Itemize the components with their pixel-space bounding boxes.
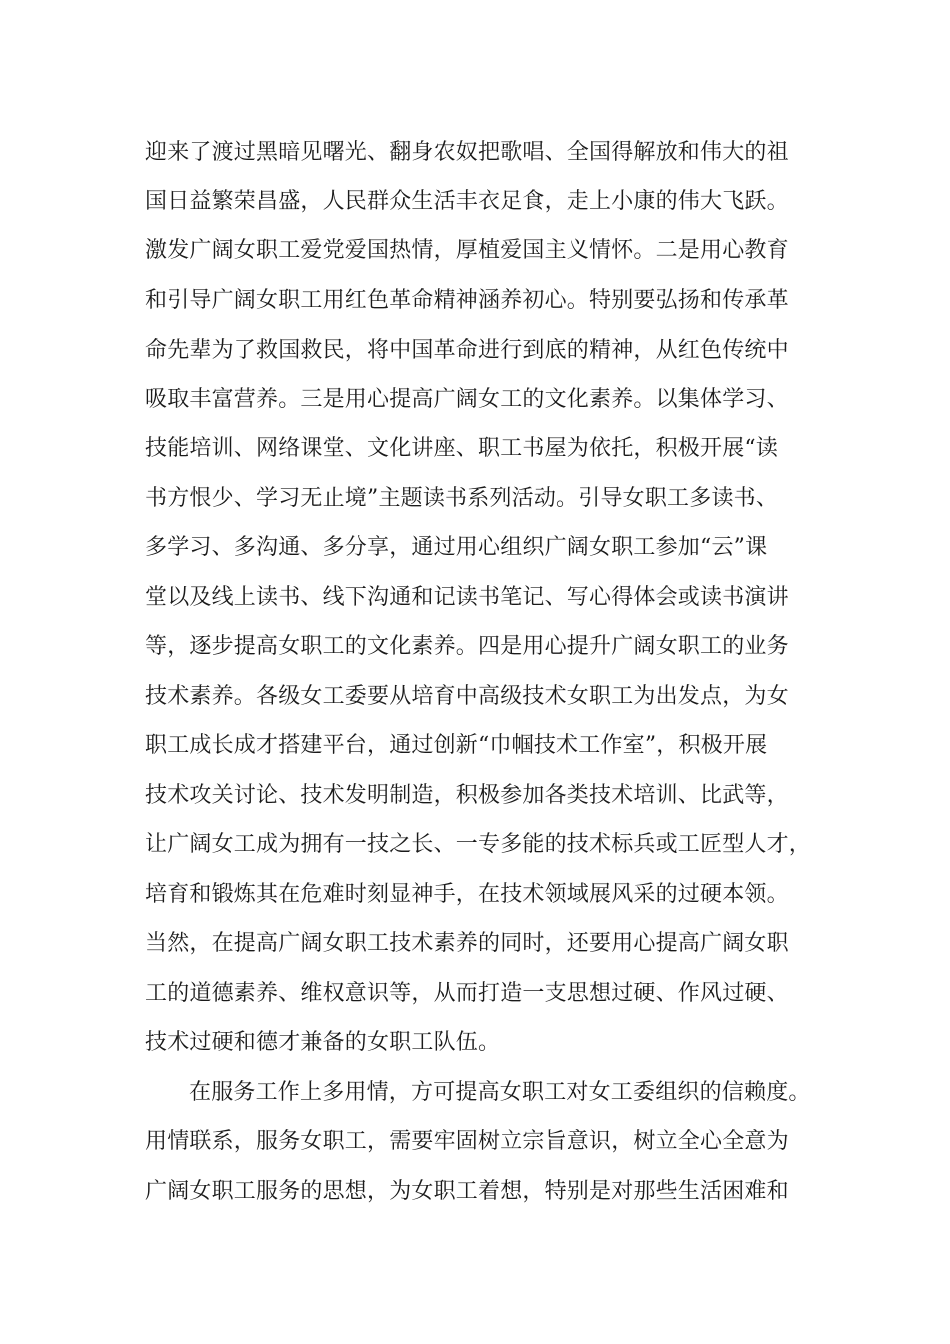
text-line: 技能培训、网络课堂、文化讲座、职工书屋为依托，积极开展“读 (145, 436, 779, 461)
text-line: 技术素养。各级女工委要从培育中高级技术女职工为出发点，为女 (145, 684, 789, 709)
text-line: 迎来了渡过黑暗见曙光、翻身农奴把歌唱、全国得解放和伟大的祖 (145, 140, 789, 165)
text-line: 国日益繁荣昌盛，人民群众生活丰衣足食，走上小康的伟大飞跃。 (145, 189, 789, 214)
text-line: 让广阔女工成为拥有一技之长、一专多能的技术标兵或工匠型人才， (145, 832, 812, 857)
text-line: 当然，在提高广阔女职工技术素养的同时，还要用心提高广阔女职 (145, 931, 789, 956)
text-line: 等，逐步提高女职工的文化素养。四是用心提升广阔女职工的业务 (145, 634, 789, 659)
text-line: 和引导广阔女职工用红色革命精神涵养初心。特别要弘扬和传承革 (145, 288, 789, 313)
text-line: 用情联系，服务女职工，需要牢固树立宗旨意识，树立全心全意为 (145, 1129, 789, 1154)
text-line: 技术过硬和德才兼备的女职工队伍。 (145, 1030, 501, 1055)
text-line: 技术攻关讨论、技术发明制造，积极参加各类技术培训、比武等， (145, 783, 789, 808)
text-line: 命先辈为了救国救民，将中国革命进行到底的精神，从红色传统中 (145, 338, 789, 363)
text-line: 激发广阔女职工爱党爱国热情，厚植爱国主义情怀。二是用心教育 (145, 238, 789, 263)
text-line: 工的道德素养、维权意识等，从而打造一支思想过硬、作风过硬、 (145, 981, 789, 1006)
text-line: 广阔女职工服务的思想，为女职工着想，特别是对那些生活困难和 (145, 1179, 789, 1204)
text-line: 书方恨少、学习无止境”主题读书系列活动。引导女职工多读书、 (145, 486, 779, 511)
text-line: 堂以及线上读书、线下沟通和记读书笔记、写心得体会或读书演讲 (145, 585, 789, 610)
text-line: 吸取丰富营养。三是用心提高广阔女工的文化素养。以集体学习、 (145, 387, 789, 412)
text-line: 培育和锻炼其在危难时刻显神手，在技术领域展风采的过硬本领。 (145, 882, 789, 907)
text-line: 职工成长成才搭建平台，通过创新“巾帼技术工作室”，积极开展 (145, 733, 768, 758)
text-line: 多学习、多沟通、多分享，通过用心组织广阔女职工参加“云”课 (145, 535, 768, 560)
paragraph-first-line: 在服务工作上多用情，方可提高女职工对女工委组织的信赖度。 (189, 1080, 811, 1105)
